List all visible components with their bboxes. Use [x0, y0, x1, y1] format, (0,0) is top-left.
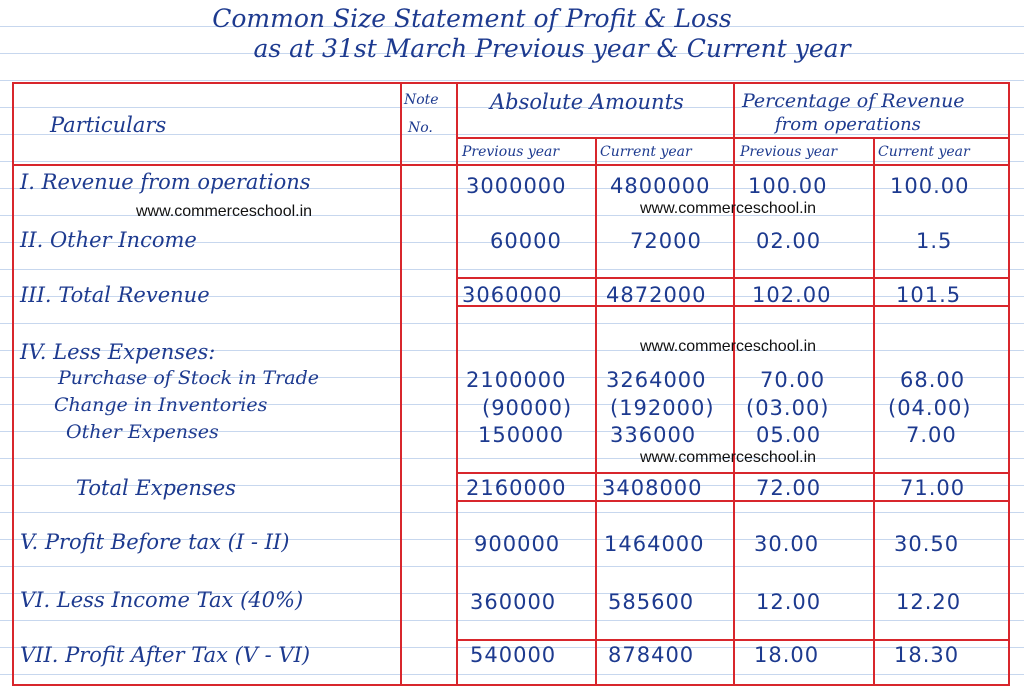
cell-previous-year-pct: 30.00	[754, 532, 820, 556]
watermark-url: www.commerceschool.in	[640, 200, 817, 217]
header-bottom-border	[12, 164, 1010, 166]
cell-current-year-pct: 101.5	[896, 283, 962, 307]
row-label: II. Other Income	[20, 228, 197, 252]
cell-current-year: 878400	[608, 643, 695, 667]
cell-previous-year: 3000000	[466, 174, 567, 198]
column-divider	[400, 82, 402, 686]
cell-previous-year-pct: 70.00	[760, 368, 826, 392]
cell-previous-year: 360000	[470, 590, 557, 614]
cell-current-year: 1464000	[604, 532, 705, 556]
cell-previous-year: 540000	[470, 643, 557, 667]
header-note: Note	[404, 92, 439, 108]
cell-current-year-pct: 1.5	[916, 229, 953, 253]
cell-current-year: 4872000	[606, 283, 707, 307]
cell-current-year-pct: 12.20	[896, 590, 962, 614]
watermark-url: www.commerceschool.in	[640, 449, 817, 466]
table-left-border	[12, 82, 14, 686]
cell-previous-year-pct: 72.00	[756, 476, 822, 500]
table-bottom-border	[12, 684, 1010, 686]
cell-previous-year-pct: 100.00	[748, 174, 828, 198]
cell-previous-year-pct: 18.00	[754, 643, 820, 667]
cell-previous-year: 2100000	[466, 368, 567, 392]
cell-current-year-pct: 30.50	[894, 532, 960, 556]
cell-previous-year-pct: 02.00	[756, 229, 822, 253]
header-percentage: Percentage of Revenue	[742, 90, 965, 112]
watermark-url: www.commerceschool.in	[640, 338, 817, 355]
cell-current-year: 72000	[630, 229, 702, 253]
cell-previous-year: 150000	[478, 423, 565, 447]
cell-previous-year-pct: 102.00	[752, 283, 832, 307]
header-previous-year: Previous year	[462, 144, 560, 160]
cell-previous-year-pct: 05.00	[756, 423, 822, 447]
column-divider	[456, 82, 458, 686]
header-absolute-amounts: Absolute Amounts	[490, 90, 684, 114]
cell-current-year-pct: 18.30	[894, 643, 960, 667]
cell-current-year-pct: 100.00	[890, 174, 970, 198]
cell-current-year: (192000)	[610, 396, 715, 420]
row-label: I. Revenue from operations	[20, 170, 311, 194]
column-divider	[595, 137, 597, 686]
cell-current-year: 3408000	[602, 476, 703, 500]
row-label: Purchase of Stock in Trade	[58, 367, 319, 389]
cell-current-year-pct: 71.00	[900, 476, 966, 500]
cell-previous-year-pct: (03.00)	[746, 396, 830, 420]
cell-previous-year-pct: 12.00	[756, 590, 822, 614]
cell-current-year: 336000	[610, 423, 697, 447]
cell-previous-year: 2160000	[466, 476, 567, 500]
cell-previous-year: (90000)	[482, 396, 573, 420]
cell-current-year: 585600	[608, 590, 695, 614]
row-label: VI. Less Income Tax (40%)	[20, 588, 304, 612]
row-label: III. Total Revenue	[20, 283, 210, 307]
watermark-url: www.commerceschool.in	[136, 203, 313, 220]
statement-title: Common Size Statement of Profit & Loss	[212, 4, 732, 33]
cell-current-year-pct: 7.00	[906, 423, 957, 447]
row-label: V. Profit Before tax (I - II)	[20, 530, 290, 554]
column-divider	[733, 82, 735, 686]
row-label: VII. Profit After Tax (V - VI)	[20, 643, 311, 667]
column-divider	[873, 137, 875, 686]
row-label: Change in Inventories	[54, 394, 268, 416]
header-previous-year-pct: Previous year	[740, 144, 838, 160]
row-label: Total Expenses	[76, 476, 236, 500]
cell-current-year-pct: (04.00)	[888, 396, 972, 420]
table-right-border	[1008, 82, 1010, 686]
row-label: Other Expenses	[66, 421, 219, 443]
cell-current-year: 3264000	[606, 368, 707, 392]
row-label: IV. Less Expenses:	[20, 340, 216, 364]
header-current-year: Current year	[600, 144, 692, 160]
cell-current-year-pct: 68.00	[900, 368, 966, 392]
statement-subtitle: as at 31st March Previous year & Current year	[253, 34, 851, 63]
cell-previous-year: 60000	[490, 229, 562, 253]
table-top-border	[12, 82, 1010, 84]
cell-previous-year: 900000	[474, 532, 561, 556]
header-current-year-pct: Current year	[878, 144, 970, 160]
header-particulars: Particulars	[50, 113, 167, 137]
cell-current-year: 4800000	[610, 174, 711, 198]
header-percentage-line2: from operations	[775, 114, 921, 135]
cell-previous-year: 3060000	[462, 283, 563, 307]
header-note-no: No.	[408, 120, 433, 136]
